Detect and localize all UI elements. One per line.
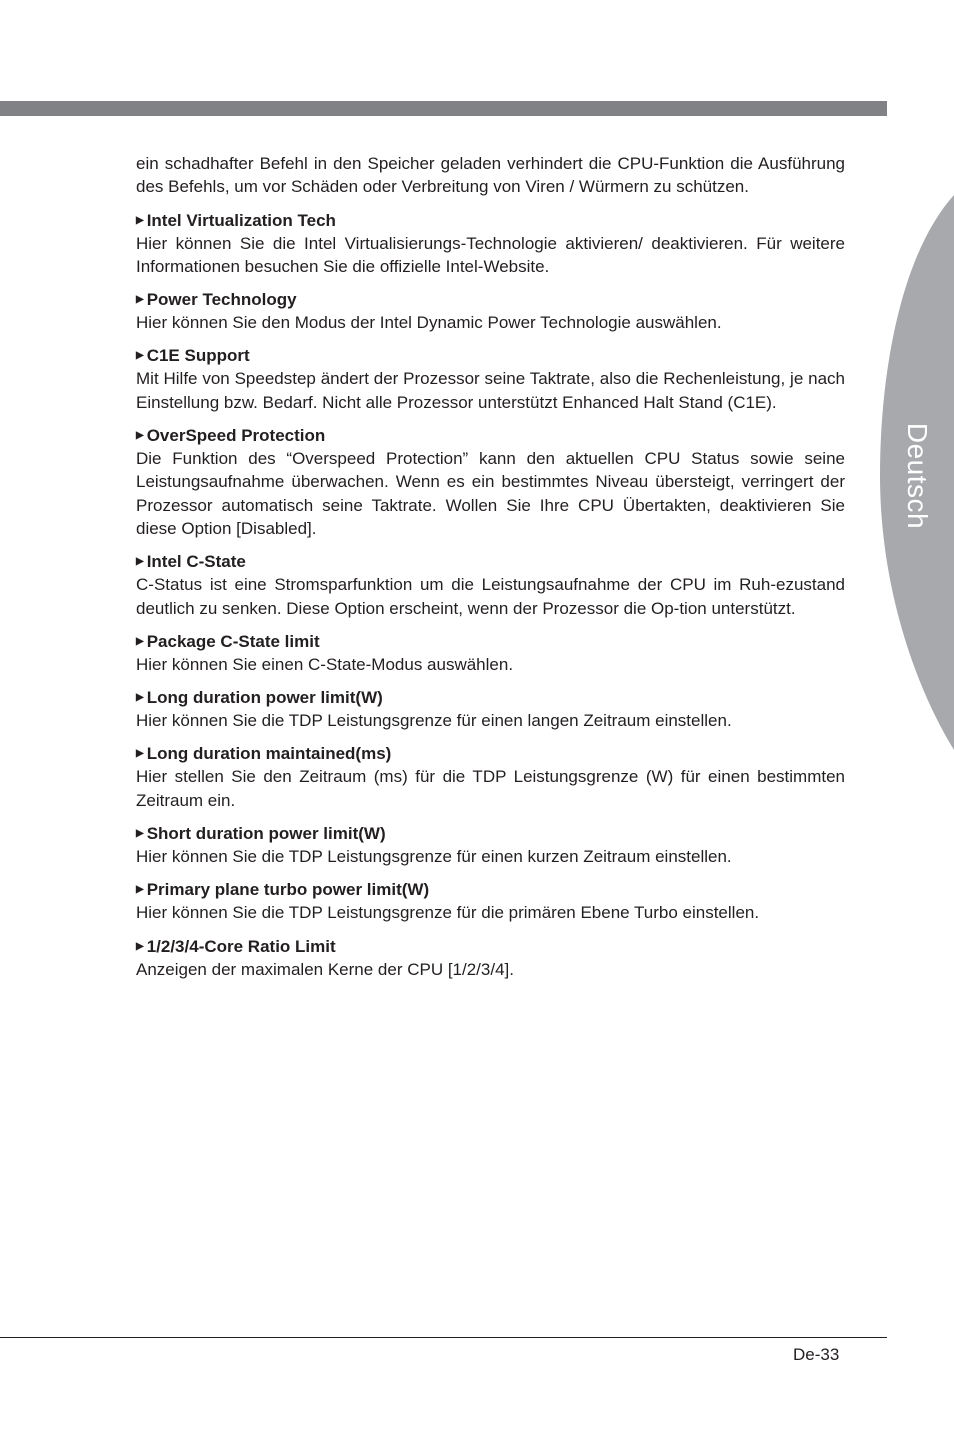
- language-label: Deutsch: [902, 422, 933, 530]
- section-text: Hier können Sie einen C-State-Modus auswählen.: [136, 654, 514, 674]
- section-title: Intel Virtualization Tech: [146, 210, 336, 230]
- section-list: [136, 209, 845, 981]
- section-10: [136, 878, 845, 924]
- section-text: Hier können Sie die TDP Leistungsgrenze für einen kurzen Zeitraum einstellen.: [136, 847, 732, 867]
- section-heading: [136, 630, 845, 653]
- section-heading: [136, 935, 845, 958]
- bullet-triangle-icon: ▶: [136, 214, 144, 226]
- section-title: Short duration power limit(W): [146, 824, 386, 844]
- section-title: Intel C-State: [146, 552, 246, 572]
- section-5: [136, 550, 845, 620]
- section-4: [136, 424, 845, 540]
- section-title: OverSpeed Protection: [146, 426, 326, 446]
- section-text: C-Status ist eine Stromsparfunktion um die Leistungsaufnahme der CPU im Ruh-ezustand deutlich zu senken. Diese Option erscheint, wenn der Prozessor die Op-tion unterstützt.: [136, 575, 845, 618]
- section-9: [136, 822, 845, 868]
- section-heading: [136, 878, 845, 901]
- section-title: Primary plane turbo power limit(W): [146, 880, 430, 900]
- section-title: Power Technology: [146, 290, 297, 310]
- header-bar: [0, 101, 887, 116]
- bullet-triangle-icon: ▶: [136, 884, 144, 896]
- section-text: Hier können Sie den Modus der Intel Dynamic Power Technologie auswählen.: [136, 313, 722, 333]
- bullet-triangle-icon: ▶: [136, 748, 144, 760]
- section-6: [136, 630, 845, 676]
- section-heading: [136, 344, 845, 367]
- section-1: [136, 209, 845, 279]
- section-3: [136, 344, 845, 414]
- section-text: Hier können Sie die TDP Leistungsgrenze für die primären Ebene Turbo einstellen.: [136, 903, 760, 923]
- bullet-triangle-icon: ▶: [136, 556, 144, 568]
- section-text: Hier können Sie die TDP Leistungsgrenze für einen langen Zeitraum einstellen.: [136, 711, 732, 731]
- section-heading: [136, 209, 845, 232]
- section-text: Die Funktion des “Overspeed Protection” kann den aktuellen CPU Status sowie seine Leistungsaufnahme überwachen. Wenn es ein bestimmtes Niveau übersteigt, verringert der Prozessor automatisch seine Taktrate. Wollen Sie Ihre CPU Übertakten, deaktivieren Sie diese Option [Disabled].: [136, 449, 845, 538]
- section-text: Anzeigen der maximalen Kerne der CPU [1/2/3/4].: [136, 959, 514, 979]
- section-heading: [136, 288, 845, 311]
- section-7: [136, 686, 845, 732]
- section-heading: [136, 550, 845, 573]
- section-text: Mit Hilfe von Speedstep ändert der Prozessor seine Taktrate, also die Rechenleistung, je nach Einstellung bzw. Bedarf. Nicht alle Prozessor unterstützt Enhanced Halt Stand (C1E).: [136, 369, 845, 412]
- intro-paragraph: ein schadhafter Befehl in den Speicher geladen verhindert die CPU-Funktion die Ausführung des Befehls, um vor Schäden oder Verbreitung von Viren / Würmern zu schützen.: [136, 154, 845, 197]
- bullet-triangle-icon: ▶: [136, 828, 144, 840]
- footer-rule: [0, 1337, 887, 1338]
- bullet-triangle-icon: ▶: [136, 350, 144, 362]
- page-number: De-33: [793, 1345, 840, 1364]
- section-heading: [136, 822, 845, 845]
- section-title: Long duration power limit(W): [146, 688, 383, 708]
- section-11: [136, 935, 845, 981]
- section-heading: [136, 686, 845, 709]
- section-title: Package C-State limit: [146, 631, 320, 651]
- section-8: [136, 742, 845, 812]
- bullet-triangle-icon: ▶: [136, 940, 144, 952]
- bullet-triangle-icon: ▶: [136, 294, 144, 306]
- section-title: C1E Support: [146, 346, 250, 366]
- main-content: [136, 152, 845, 981]
- bullet-triangle-icon: ▶: [136, 430, 144, 442]
- section-2: [136, 288, 845, 334]
- section-title: Long duration maintained(ms): [146, 744, 392, 764]
- section-text: Hier können Sie die Intel Virtualisierungs-Technologie aktivieren/ deaktivieren. Für weitere Informationen besuchen Sie die offizielle Intel-Website.: [136, 233, 845, 276]
- bullet-triangle-icon: ▶: [136, 635, 144, 647]
- bullet-triangle-icon: ▶: [136, 692, 144, 704]
- section-heading: [136, 742, 845, 765]
- section-text: Hier stellen Sie den Zeitraum (ms) für die TDP Leistungsgrenze (W) für einen bestimmten Zeitraum ein.: [136, 767, 845, 810]
- section-title: 1/2/3/4-Core Ratio Limit: [146, 936, 336, 956]
- section-heading: [136, 424, 845, 447]
